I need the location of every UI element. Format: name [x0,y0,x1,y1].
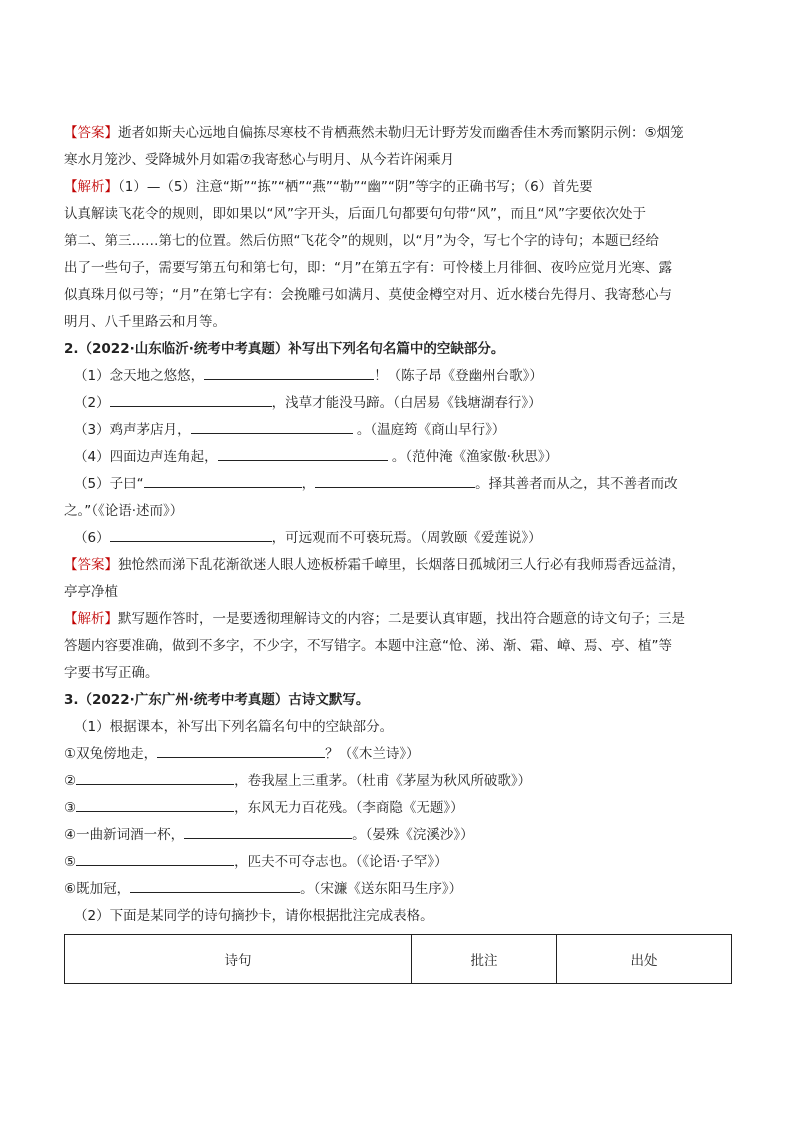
table-header-cell: 诗句 [65,935,412,984]
question-2-title: 2.（2022·山东临沂·统考中考真题）补写出下列名句名篇中的空缺部分。 [64,341,505,357]
analysis-text: 默写题作答时，一是要透彻理解诗文的内容；二是要认真审题，找出符合题意的诗文句子；三是 [118,611,685,627]
answer-blank[interactable] [184,824,352,839]
answer-blank[interactable] [76,797,234,812]
answer-blank[interactable] [191,419,353,434]
analysis-block-2 [64,606,732,633]
analysis-block-1 [64,174,732,201]
question-3-title: 3.（2022·广东广州·统考中考真题）古诗文默写。 [64,692,370,708]
q3-item-4: ④一曲新词酒一杯， 。（晏殊《浣溪沙》） [64,822,732,849]
analysis-tag: 【解析】 [64,611,118,627]
q2-item-1: （1）念天地之悠悠， ！（陈子昂《登幽州台歌》） [64,363,732,390]
table-header-row [65,935,732,984]
q2-item-3: （3）鸡声茅店月， 。（温庭筠《商山早行》） [64,417,732,444]
q2-item-5-cont: 之。”（《论语·述而》） [64,503,184,519]
q3-item-2: ② ，卷我屋上三重茅。（杜甫《茅屋为秋风所破歌》） [64,768,732,795]
answer-block-2-cont: 亭亭净植 [64,584,118,600]
q3-item-6: ⑥既加冠， 。（宋濂《送东阳马生序》） [64,876,732,903]
analysis-tag: 【解析】 [64,179,118,195]
q3-sub-1: （1）根据课本，补写出下列名篇名句中的空缺部分。 [74,719,394,735]
analysis-line: 出了一些句子，需要写第五句和第七句，即：“月”在第五字有：可怜楼上月徘徊、夜吟应觉月光寒、露 [64,260,672,276]
answer-blank[interactable] [110,527,272,542]
table-header-cell: 出处 [557,935,732,984]
analysis-line: 似真珠月似弓等；“月”在第七字有：会挽雕弓如满月、莫使金樽空对月、近水楼台先得月、我寄愁心与 [64,287,672,303]
analysis-line: 第二、第三……第七的位置。然后仿照“飞花令”的规则，以“月”为令，写七个字的诗句；本题已经给 [64,233,659,249]
q3-item-5: ⑤ ，匹夫不可夺志也。（《论语·子罕》） [64,849,732,876]
answer-block-1 [64,120,732,147]
answer-text: 独怆然而涕下乱花渐欲迷人眼人迹板桥霜千嶂里，长烟落日孤城闭三人行必有我师焉香远益清， [118,557,685,573]
answer-blank[interactable] [315,473,475,488]
answer-block-1-cont: 寒水月笼沙、受降城外月如霜⑦我寄愁心与明月、从今若许闲乘月 [64,152,455,168]
q2-item-2: （2） ，浅草才能没马蹄。（白居易《钱塘湖春行》） [64,390,732,417]
answer-blank[interactable] [76,770,234,785]
answer-blank[interactable] [218,446,388,461]
q3-sub-2: （2）下面是某同学的诗句摘抄卡，请你根据批注完成表格。 [74,908,434,924]
answer-blank[interactable] [157,743,325,758]
answer-block-2 [64,552,732,579]
answer-blank[interactable] [204,365,374,380]
answer-blank[interactable] [130,878,300,893]
table-header-cell: 批注 [412,935,557,984]
analysis-line: 字要书写正确。 [64,665,159,681]
answer-tag: 【答案】 [64,557,118,573]
q2-item-6: （6） ，可远观而不可亵玩焉。（周敦颐《爱莲说》） [64,525,732,552]
analysis-line: 明月、八千里路云和月等。 [64,314,226,330]
answer-blank[interactable] [76,851,234,866]
answer-tag: 【答案】 [64,125,118,141]
analysis-line: 答题内容要准确，做到不多字，不少字，不写错字。本题中注意“怆、涕、渐、霜、嶂、焉、亭、植”等 [64,638,672,654]
analysis-line: 认真解读飞花令的规则，即如果以“风”字开头，后面几句都要句句带“风”，而且“风”字要依次处于 [64,206,646,222]
answer-blank[interactable] [144,473,302,488]
analysis-text: （1）—（5）注意“斯”“拣”“栖”“燕”“勒”“幽”“阴”等字的正确书写；（6）首先要 [118,179,593,195]
answer-text: 逝者如斯夫心远地自偏拣尽寒枝不肯栖燕然未勒归无计野芳发而幽香佳木秀而繁阴示例：⑤烟笼 [118,125,684,141]
q2-item-4: （4）四面边声连角起， 。（范仲淹《渔家傲·秋思》） [64,444,732,471]
answer-blank[interactable] [110,392,272,407]
q3-item-1: ①双兔傍地走， ？（《木兰诗》） [64,741,732,768]
excerpt-card-table [64,934,732,984]
q3-item-3: ③ ，东风无力百花残。（李商隐《无题》） [64,795,732,822]
document-page [64,120,732,984]
q2-item-5: （5）子曰“ ， 。择其善者而从之，其不善者而改 [64,471,732,498]
